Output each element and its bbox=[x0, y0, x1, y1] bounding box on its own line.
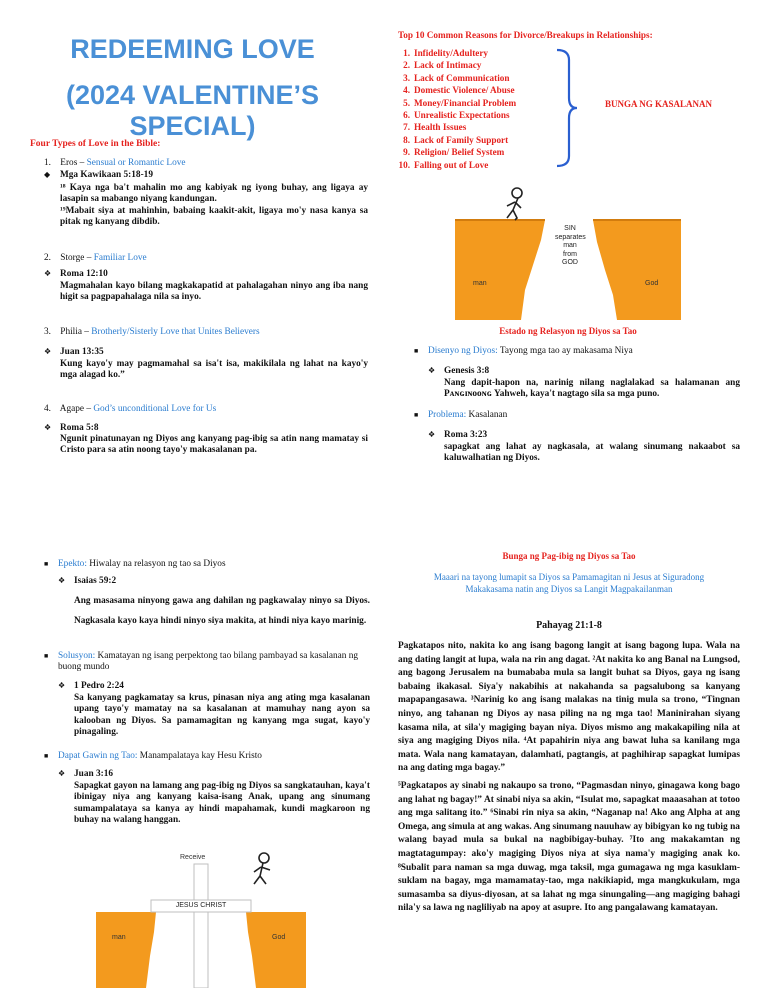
passage-para2: ⁵Pagkatapos ay sinabi ng nakaupo sa trono, “Pagmasdan ninyo, ginagawa kong bago ang lahat ng bagay!” At sinabi niya sa akin, “Isulat mo, sapagkat maaasahan at totoo ang mga salitang ito.” ⁶Sinabi rin niya sa akin, “Naganap na! Ako ang Alpha at ang Omega, ang simula at ang wakas. Ang sinumang nauuhaw ay bibigyan ko ng tubig na walang bayad mula sa bukal na nagbibigay-buhay. ⁷Ito ang makakamtan ng magtatagumpay: ako'y magiging Diyos niya at siya nama'y magiging anak ko. ⁸Subalit para naman sa mga duwag, mga taksil, mga gumagawa ng mga kasuklam-suklam na bagay, mga mamamatay-tao, mga nakikiapid, mga mangkukulam, mga sumasamba sa diyus-diyosan, at sa lahat ng mga sinungaling—ang magiging bahagi nila'y sa lawa ng nagliliyab na apoy at asupre. Ito ang pangalawang kamatayan. bbox=[398, 781, 740, 914]
genesis-verse: Nang dapit-hapon na, narinig nilang naglalakad sa halamanan ang Pᴀɴɢɪɴᴏᴏɴɢ Yahweh, kaya't nagtago sila sa mga puno. bbox=[444, 378, 740, 400]
figure1-caption: Estado ng Relasyon ng Diyos sa Tao bbox=[499, 326, 637, 336]
storge-item: 2. Storge – Familiar Love bbox=[44, 253, 147, 263]
eros-item: 1. Eros – Sensual or Romantic Love bbox=[44, 158, 186, 168]
figure1-man-label: man bbox=[473, 280, 487, 287]
brace-label: BUNGA NG KASALANAN bbox=[605, 99, 713, 109]
figure1-god-label: God bbox=[645, 280, 659, 287]
four-types-heading: Four Types of Love in the Bible: bbox=[30, 139, 161, 149]
reasons-list bbox=[392, 47, 516, 171]
eros-verse-19: ¹⁹Mabait siya at mahinhin, babaing kaakit-akit, ligaya mo'y nasa kanya sa pitak ng kanyang dibdib. bbox=[60, 206, 368, 228]
disenyo-line: Disenyo ng Diyos: Tayong mga tao ay makasama Niya bbox=[428, 346, 633, 356]
philia-desc: Brotherly/Sisterly Love that Unites Believers bbox=[91, 327, 260, 337]
eros-verse-18: ¹⁸ Kaya nga ba't mahalin mo ang kabiyak ng iyong buhay, ang ligaya ay lasapin sa mabango niyang kandungan. bbox=[60, 183, 368, 205]
agape-name: Agape – bbox=[59, 404, 94, 414]
star-bullet-icon: ❖ bbox=[428, 366, 436, 375]
philia-verse: Kung kayo'y may pagmamahal sa isa't isa, makikilala ng lahat na kayo'y mga alagad ko.” bbox=[60, 359, 368, 381]
sin-separates-illustration bbox=[455, 180, 681, 320]
eros-name: Eros – bbox=[60, 158, 87, 168]
square-bullet-icon: ■ bbox=[44, 752, 49, 760]
figure2-god-label: God bbox=[272, 934, 286, 941]
list-item: 3. Lack of Communication bbox=[403, 72, 510, 83]
diamond-bullet-icon: ◆ bbox=[44, 170, 51, 179]
storge-verse: Magmahalan kayo bilang magkakapatid at pahalagahan ninyo ang iba nang higit sa pagpapahalaga nila sa inyo. bbox=[60, 281, 368, 303]
square-bullet-icon: ■ bbox=[44, 560, 49, 568]
eros-verse-ref: Mga Kawikaan 5:18-19 bbox=[60, 170, 153, 180]
storge-name: Storge – bbox=[60, 253, 94, 263]
passage-ref: Pahayag 21:1-8 bbox=[536, 620, 602, 631]
sin-text: SIN separates man from GOD bbox=[555, 225, 586, 267]
dapat-line: Dapat Gawin ng Tao: Manampalataya kay Hesu Kristo bbox=[58, 751, 262, 761]
pedro-ref: 1 Pedro 2:24 bbox=[74, 681, 124, 691]
jesus-bridge-illustration bbox=[96, 836, 306, 988]
square-bullet-icon: ■ bbox=[44, 652, 49, 660]
star-bullet-icon: ❖ bbox=[58, 576, 66, 585]
divorce-heading: Top 10 Common Reasons for Divorce/Breakups in Relationships: bbox=[398, 30, 653, 40]
roma-ref: Roma 3:23 bbox=[444, 430, 488, 440]
bunga-heading: Bunga ng Pag-ibig ng Diyos sa Tao bbox=[502, 551, 636, 561]
philia-item: 3. Philia – Brotherly/Sisterly Love that Unites Believers bbox=[44, 327, 260, 337]
list-item: 1. Infidelity/Adultery bbox=[403, 48, 489, 58]
pedro-verse: Sa kanyang pagkamatay sa krus, pinasan niya ang ating mga kasalanan upang tayo'y mamatay na sa kasalanan at mamuhay nang ayon sa kalooban ng Diyos. Sa pamamagitan ng kanyang mga sugat, kayo'y pinagaling. bbox=[74, 693, 370, 738]
philia-name: Philia – bbox=[60, 327, 92, 337]
agape-verse: Ngunit pinatunayan ng Diyos ang kanyang pag-ibig sa atin nang mamatay si Cristo para sa atin noong tayo'y makasalanan pa. bbox=[60, 434, 368, 456]
jesus-christ-label: JESUS CHRIST bbox=[175, 902, 227, 909]
list-item: 5. Money/Financial Problem bbox=[403, 97, 517, 108]
curly-brace-icon bbox=[555, 48, 579, 168]
list-item: 6. Unrealistic Expectations bbox=[403, 110, 510, 121]
juan316-verse: Sapagkat gayon na lamang ang pag-ibig ng Diyos sa sangkatauhan, kaya't ibinigay niya ang kanyang kaisa-isang Anak, upang ang sinumang sumampalataya sa kanya ay hindi mapahamak, kundi magkaroon ng buhay na walang hanggan. bbox=[74, 781, 370, 826]
receive-label: Receive bbox=[180, 854, 206, 861]
list-item: 9. Religion/ Belief System bbox=[403, 147, 505, 158]
list-item: 8. Lack of Family Support bbox=[403, 134, 509, 145]
isaias-ref: Isaias 59:2 bbox=[74, 576, 117, 586]
agape-verse-ref: Roma 5:8 bbox=[60, 423, 99, 433]
list-item: 10. Falling out of Love bbox=[398, 159, 489, 170]
list-item: 4. Domestic Violence/ Abuse bbox=[403, 85, 515, 96]
agape-desc: God’s unconditional Love for Us bbox=[93, 404, 217, 414]
roma-verse: sapagkat ang lahat ay nagkasala, at walang sinumang nakaabot sa kaluwalhatian ng Diyos. bbox=[444, 442, 740, 464]
star-bullet-icon: ❖ bbox=[58, 681, 66, 690]
bunga-subtitle: Maaari na tayong lumapit sa Diyos sa Pamamagitan ni Jesus at Siguradong Makakasama natin ang Diyos sa Langit Magpakailanman bbox=[433, 572, 705, 594]
square-bullet-icon: ■ bbox=[414, 411, 419, 419]
passage-para1: Pagkatapos nito, nakita ko ang isang bagong langit at isang bagong lupa. Wala na ang dating langit at lupa, wala na rin ang dagat. ²At nakita ko ang Banal na Lungsod, ang bagong Jerusalem na bumababa mula sa langit buhat sa Diyos, gaya ng isang babaing ikakasal. Siya'y nakabihis at nakahanda sa pagsalubong sa kanyang mapapangasawa. ³Narinig ko ang isang malakas na tinig mula sa trono, “Tingnan ninyo, ang tahanan ng Diyos ay nasa piling na ng mga tao! Maninirahan siyang kasama nila, at sila'y magiging bayan niya. Diyos mismo ang makakapiling nila at siya ang magiging Diyos nila. ⁴At papahirin niya ang bawat luha sa kanilang mga mata. Wala nang kamatayan, dalamhati, pagtangis, at paghihirap sapagkat lumipas na ang dating mga bagay.” bbox=[398, 641, 740, 774]
storge-desc: Familiar Love bbox=[93, 253, 147, 263]
star-bullet-icon: ❖ bbox=[428, 430, 436, 439]
figure2-man-label: man bbox=[112, 934, 126, 941]
epekto-line: Epekto: Hiwalay na relasyon ng tao sa Diyos bbox=[58, 559, 226, 569]
agape-item: 4. Agape – God’s unconditional Love for Us bbox=[44, 404, 217, 414]
square-bullet-icon: ■ bbox=[414, 347, 419, 355]
star-bullet-icon: ❖ bbox=[44, 423, 52, 432]
isaias-verse: Ang masasama ninyong gawa ang dahilan ng pagkawalay ninyo sa Diyos. Nagkasala kayo kaya hindi ninyo siya makita, at hindi niya kayo marinig. bbox=[74, 596, 370, 626]
storge-verse-ref: Roma 12:10 bbox=[60, 269, 108, 279]
genesis-ref: Genesis 3:8 bbox=[444, 366, 490, 376]
list-item: 2. Lack of Intimacy bbox=[403, 60, 482, 71]
list-item: 7. Health Issues bbox=[403, 122, 467, 133]
solusyon-line: Solusyon: Kamatayan ng isang perpektong tao bilang pambayad sa kasalanan ng buong mundo bbox=[58, 651, 359, 673]
juan316-ref: Juan 3:16 bbox=[74, 769, 114, 779]
problema-line: Problema: Kasalanan bbox=[428, 410, 508, 420]
star-bullet-icon: ❖ bbox=[58, 769, 66, 778]
star-bullet-icon: ❖ bbox=[44, 347, 52, 356]
eros-desc: Sensual or Romantic Love bbox=[86, 158, 186, 168]
page-title-line1: REDEEMING LOVE bbox=[70, 34, 315, 64]
star-bullet-icon: ❖ bbox=[44, 269, 52, 278]
philia-verse-ref: Juan 13:35 bbox=[60, 347, 104, 357]
page-title-line2: (2024 VALENTINE’S SPECIAL) bbox=[65, 80, 320, 141]
